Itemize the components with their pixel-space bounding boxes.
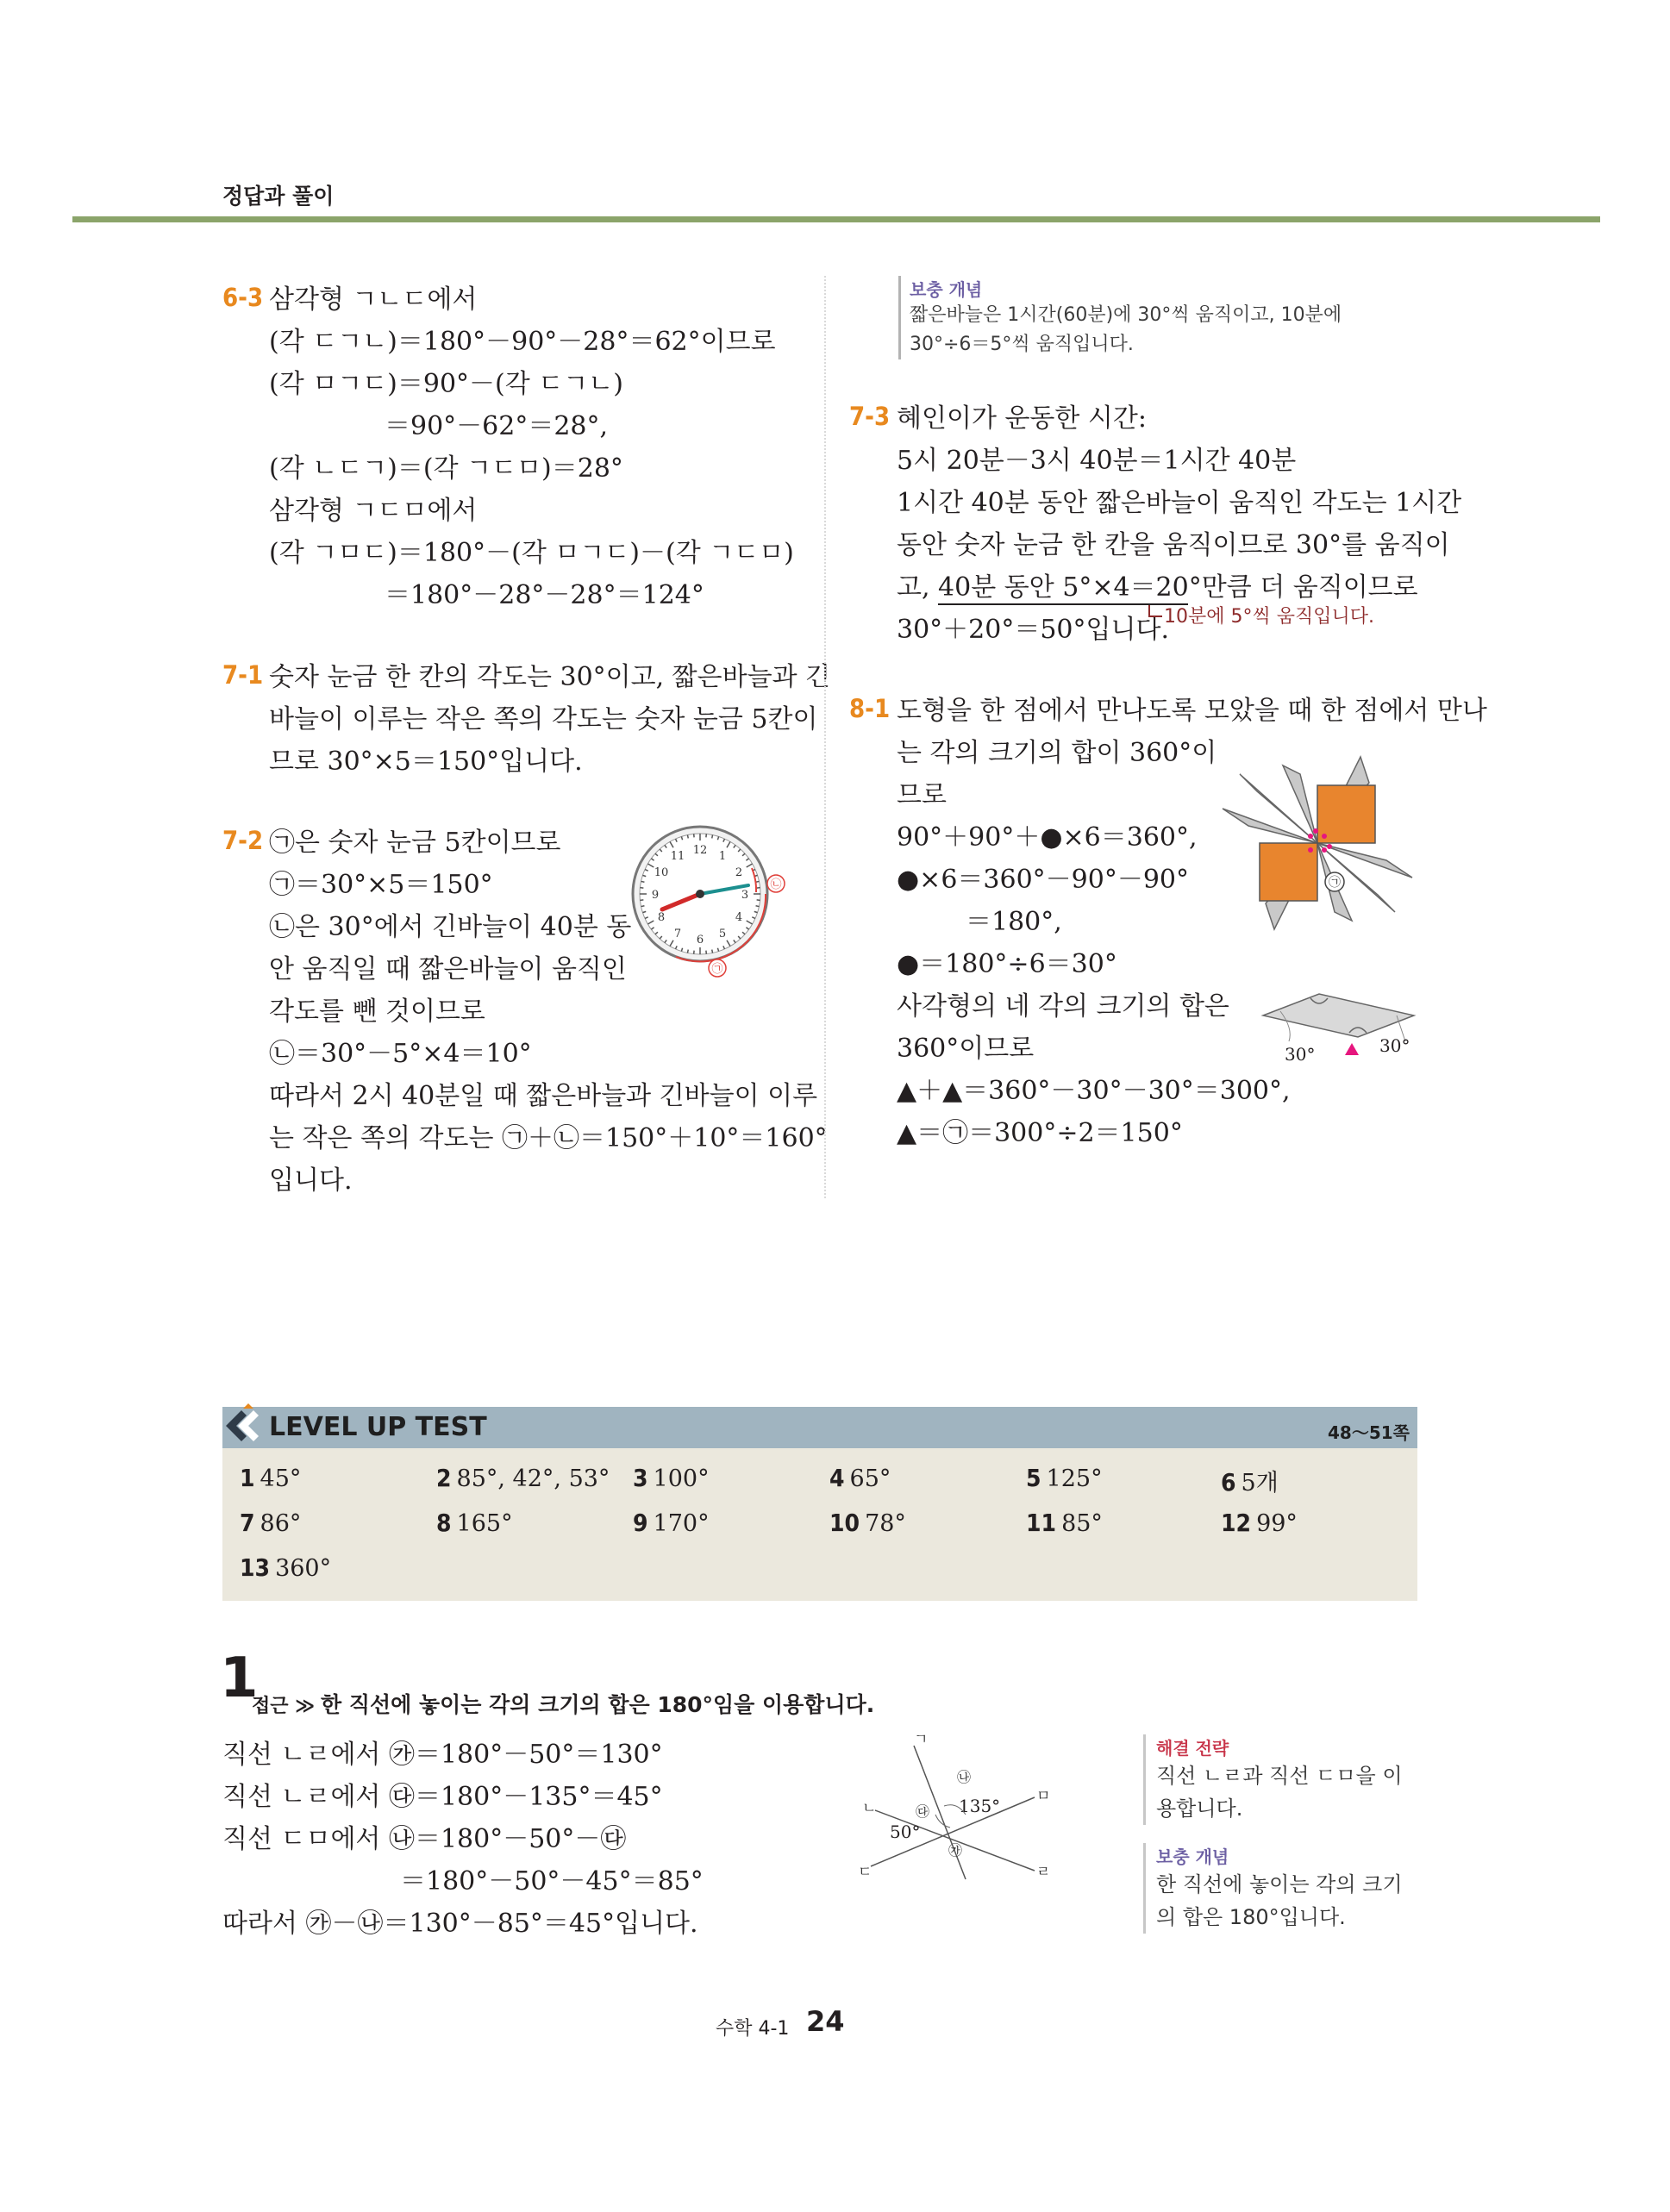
solution-line: 직선 ㄷㅁ에서 ㉯＝180°－50°－㉰ [222,1824,627,1854]
strategy-title: 해결 전략 [1156,1738,1229,1759]
concept-box [1143,1843,1403,1934]
clock-number: 7 [673,928,682,941]
solution-line: 따라서 2시 40분일 때 짧은바늘과 긴바늘이 이루 [269,1081,818,1111]
clock-tick [756,906,760,907]
point-label-bottom-right: ㄹ [1036,1864,1051,1881]
answer-item: 9 170° [633,1509,710,1537]
annotation-pointer [1148,605,1162,617]
clock-figure [621,815,793,987]
angle-ga-label: ㉮ [948,1842,963,1859]
solution-line: 사각형의 네 각의 크기의 합은 [897,991,1229,1022]
strategy-box [1143,1734,1403,1825]
answer-item: 8 165° [436,1509,513,1537]
solution-line: 는 작은 쪽의 각도는 ㉠＋㉡＝150°＋10°＝160° [269,1123,828,1153]
figure-label: ㉠ [1329,876,1341,890]
solution-line: ＝180°, [966,907,1062,937]
clock-number: 3 [741,889,749,902]
solution-line: ㉠은 숫자 눈금 5칸이므로 [269,828,561,858]
clock-number: 11 [670,849,685,863]
solution-line: 입니다. [269,1165,353,1196]
clock-number: 5 [718,928,727,941]
clock-tick [687,835,688,839]
solution-line: 1시간 40분 동안 짧은바늘이 움직인 각도는 1시간 [897,488,1462,518]
solution-line: ▲＝㉠＝300°÷2＝150° [897,1118,1183,1148]
solution-line: 안 움직일 때 짧은바늘이 움직인 [269,954,627,984]
level-up-pages: 48～51쪽 [1328,1422,1410,1443]
answer-item: 10 78° [829,1509,906,1537]
answer-item: 6 5개 [1221,1468,1279,1497]
point-label-top: ㄱ [914,1731,929,1748]
solution-line: 삼각형 ㄱㄷㅁ에서 [269,496,478,526]
note-line: 짧은바늘은 1시간(60분)에 30°씩 움직이고, 10분에 [910,304,1342,326]
footer-book-label: 수학 4-1 [716,2018,790,2040]
solution-line: 30°＋20°＝50°입니다. [897,615,1169,645]
concept-title: 보충 개념 [1156,1846,1229,1867]
rhombus-angle-left: 30° [1285,1044,1316,1065]
strategy-line: 직선 ㄴㄹ과 직선 ㄷㅁ을 이 [1156,1764,1403,1788]
point-label-left: ㄴ [862,1800,877,1817]
page-number: 24 [806,2005,845,2038]
solution-line: 도형을 한 점에서 만나도록 모았을 때 한 점에서 만나 [897,696,1487,726]
solution-line: 직선 ㄴㄹ에서 ㉰＝180°－135°＝45° [222,1782,663,1812]
concept-line: 한 직선에 놓이는 각의 크기 [1156,1872,1403,1896]
clock-number: 4 [735,911,743,924]
angle-50-label: 50° [890,1821,921,1842]
clock-number: 9 [651,889,660,902]
answer-item: 1 45° [240,1464,302,1492]
answer-item: 7 86° [240,1509,302,1537]
answer-item: 13 360° [240,1553,332,1582]
solution-line: 90°＋90°＋●×6＝360°, [897,822,1198,853]
problem-1-number: 1 [220,1647,259,1710]
clock-number: 10 [654,866,669,879]
solution-line: 각도를 뺀 것이므로 [269,997,485,1027]
solution-line: 삼각형 ㄱㄴㄷ에서 [269,284,478,315]
solution-line: ㉡＝30°－5°×4＝10° [269,1039,532,1069]
solution-line: (각 ㄷㄱㄴ)＝180°－90°－28°＝62°이므로 [269,327,776,357]
solution-line: 혜인이가 운동한 시간: [897,403,1147,434]
clock-number: 12 [692,844,708,857]
clock-number: 8 [657,911,666,924]
solution-line: 숫자 눈금 한 칸의 각도는 30°이고, 짧은바늘과 긴 [269,662,831,692]
level-up-title: LEVEL UP TEST [269,1412,487,1442]
answer-item: 11 85° [1026,1509,1103,1537]
clock-number: 2 [735,866,743,879]
solution-line: 고, 40분 동안 5°×4＝20°만큼 더 움직이므로 [897,572,1418,603]
solution-line: ＝180°－50°－45°＝85° [400,1866,704,1896]
solution-line: 5시 20분－3시 40분＝1시간 40분 [897,446,1297,476]
solution-line: ㉠＝30°×5＝150° [269,870,493,900]
clock-tick [641,906,645,907]
problem-number: 6-3 [222,283,264,312]
clock-label-b: ㉡ [770,878,782,891]
header-divider [72,216,1600,222]
page-header-title: 정답과 풀이 [222,184,335,209]
problem-number: 8-1 [849,694,891,723]
solution-line: ▲＋▲＝360°－30°－30°＝300°, [897,1076,1291,1106]
angle-na-label: ㉯ [957,1769,972,1785]
problem-number: 7-2 [222,826,264,855]
point-label-bottom-left: ㄷ [858,1864,873,1881]
clock-tick [641,881,645,882]
note-line: 30°÷6＝5°씩 움직입니다. [910,334,1134,355]
answer-item: 4 65° [829,1464,891,1492]
approach-text: 한 직선에 놓이는 각의 크기의 합은 180°임을 이용합니다. [321,1692,875,1717]
level-up-icon [222,1403,264,1448]
solution-line: ㉡은 30°에서 긴바늘이 40분 동 [269,912,632,942]
solution-line: ＝180°－28°－28°＝124° [385,580,704,610]
solution-line: 바늘이 이루는 작은 쪽의 각도는 숫자 눈금 5칸이 [269,704,818,734]
clock-number: 1 [718,849,727,863]
angle-da-label: ㉰ [916,1803,930,1820]
annotation-text: 10분에 5°씩 움직입니다. [1164,606,1374,628]
solution-line: 직선 ㄴㄹ에서 ㉮＝180°－50°＝130° [222,1740,663,1770]
rhombus-angle-right: 30° [1379,1035,1410,1056]
clock-tick [712,950,713,953]
answer-item: 12 99° [1221,1509,1298,1537]
strategy-line: 용합니다. [1156,1796,1243,1821]
clock-label-a: ㉠ [711,963,723,976]
problem-number: 7-1 [222,660,264,690]
clock-number: 6 [696,934,704,947]
solution-line: (각 ㅁㄱㄷ)＝90°－(각 ㄷㄱㄴ) [269,369,623,399]
supplementary-note [898,276,1342,359]
solution-line: ●＝180°÷6＝30° [897,949,1117,979]
column-divider [824,276,826,1198]
solution-line: (각 ㄱㅁㄷ)＝180°－(각 ㅁㄱㄷ)－(각 ㄱㄷㅁ) [269,538,794,568]
lines-diagram [854,1728,1069,1888]
solution-line: (각 ㄴㄷㄱ)＝(각 ㄱㄷㅁ)＝28° [269,453,623,484]
approach-label: 접근 ≫ [252,1696,316,1717]
answer-item: 2 85°, 42°, 53° [436,1464,610,1492]
solution-line: 360°이므로 [897,1034,1035,1064]
solution-line: ＝90°－62°＝28°, [385,411,609,441]
answer-item: 3 100° [633,1464,710,1492]
concept-line: 의 합은 180°입니다. [1156,1905,1346,1929]
problem-number: 7-3 [849,402,891,431]
clock-tick [712,835,713,839]
note-title: 보충 개념 [910,279,983,300]
rhombus-figure [1259,990,1423,1067]
shape-figure [1214,740,1421,947]
solution-line: 동안 숫자 눈금 한 칸을 움직이므로 30°를 움직이 [897,530,1450,560]
solution-line: 므로 [897,780,947,810]
solution-line: ●×6＝360°－90°－90° [897,865,1190,895]
solution-line: 므로 30°×5＝150°입니다. [269,747,583,777]
clock-tick [687,950,688,953]
solution-line: 는 각의 크기의 합이 360°이 [897,738,1217,768]
point-label-right: ㅁ [1036,1788,1051,1805]
answer-item: 5 125° [1026,1464,1103,1492]
angle-135-label: 135° [959,1796,1001,1816]
solution-line: 따라서 ㉮－㉯＝130°－85°＝45°입니다. [222,1909,698,1939]
